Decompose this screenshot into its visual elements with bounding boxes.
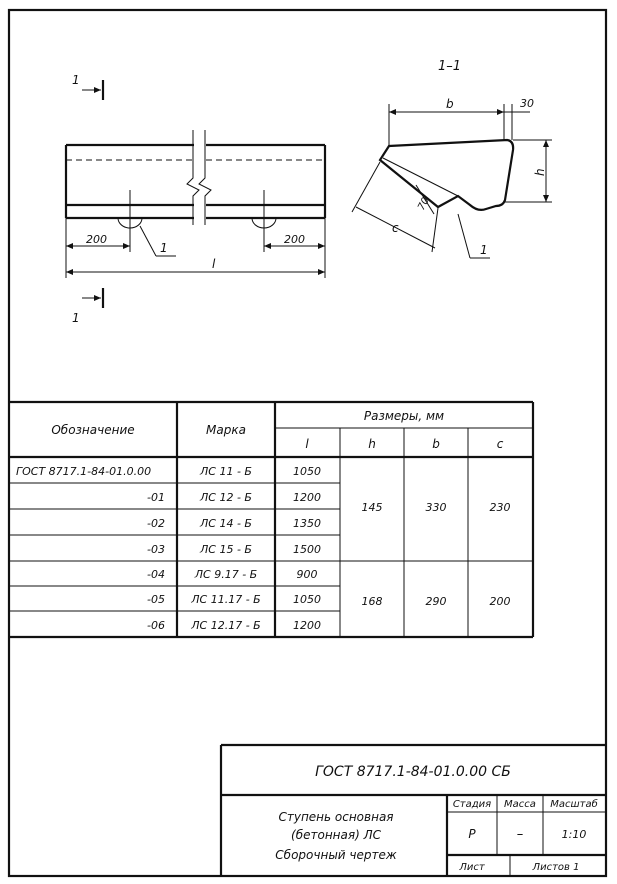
row-l: 1050 [293, 465, 321, 478]
sheet-label: Лист [459, 862, 485, 873]
col-h: h [368, 437, 376, 451]
scale-label: Масштаб [550, 799, 598, 810]
spec-table [9, 402, 533, 637]
table-row [147, 593, 321, 606]
row-designation: -01 [147, 491, 165, 504]
row-mark: ЛС 14 - Б [200, 517, 252, 530]
col-designation: Обозначение [51, 423, 135, 437]
callout-right: 1 [480, 243, 488, 257]
row-mark: ЛС 11.17 - Б [191, 593, 261, 606]
col-mark: Марка [206, 423, 246, 437]
front-view [66, 73, 325, 325]
group1-b: 330 [425, 501, 447, 514]
dim-right-200: 200 [284, 233, 305, 246]
mass-label: Масса [504, 799, 536, 810]
scale-value: 1:10 [561, 828, 587, 841]
row-designation: -06 [147, 619, 165, 632]
row-designation: -02 [147, 517, 165, 530]
row-l: 1050 [293, 593, 321, 606]
row-designation: -05 [147, 593, 165, 606]
row-l: 1350 [293, 517, 321, 530]
row-mark: ЛС 9.17 - Б [194, 568, 258, 581]
dim-length: l [212, 257, 216, 271]
callout-left: 1 [160, 241, 168, 255]
table-row [147, 543, 321, 556]
row-l: 1500 [293, 543, 321, 556]
cut-label-bottom: 1 [72, 311, 80, 325]
table-row [147, 491, 321, 504]
doc-name-line2: (бетонная) ЛС [291, 828, 381, 842]
row-designation: -03 [147, 543, 165, 556]
col-l: l [305, 437, 309, 451]
dim-c: c [392, 221, 399, 235]
row-l: 900 [296, 568, 318, 581]
row-mark: ЛС 12.17 - Б [191, 619, 261, 632]
table-row [147, 517, 321, 530]
row-l: 1200 [293, 491, 321, 504]
stage-value: Р [468, 827, 476, 841]
dim-30: 30 [520, 97, 534, 110]
group2-h: 168 [361, 595, 383, 608]
dim-b: b [446, 97, 454, 111]
group1-c: 230 [489, 501, 511, 514]
col-c: c [496, 437, 504, 451]
table-row [147, 619, 321, 632]
doc-code: ГОСТ 8717.1-84-01.0.00 СБ [315, 764, 511, 780]
dim-left-200: 200 [86, 233, 107, 246]
col-dims: Размеры, мм [363, 409, 445, 423]
cut-label-top: 1 [72, 73, 80, 87]
row-l: 1200 [293, 619, 321, 632]
row-mark: ЛС 15 - Б [200, 543, 252, 556]
title-block [221, 745, 606, 876]
dim-h: h [533, 168, 547, 176]
col-b: b [432, 437, 440, 451]
doc-name-line1: Ступень основная [278, 810, 394, 824]
stage-label: Стадия [452, 799, 492, 810]
sheets-label: Листов 1 [532, 862, 580, 873]
table-row [147, 568, 317, 581]
section-view [352, 59, 552, 258]
group1-h: 145 [361, 501, 383, 514]
doc-name-line3: Сборочный чертеж [275, 848, 397, 862]
group2-c: 200 [489, 595, 511, 608]
mass-value: – [516, 827, 524, 842]
row-designation: -04 [147, 568, 165, 581]
group2-b: 290 [425, 595, 447, 608]
row-mark: ЛС 12 - Б [200, 491, 252, 504]
row-designation: ГОСТ 8717.1-84-01.0.00 [16, 465, 152, 478]
dim-70: 70 [416, 195, 432, 213]
section-label: 1–1 [438, 59, 462, 74]
row-mark: ЛС 11 - Б [200, 465, 252, 478]
